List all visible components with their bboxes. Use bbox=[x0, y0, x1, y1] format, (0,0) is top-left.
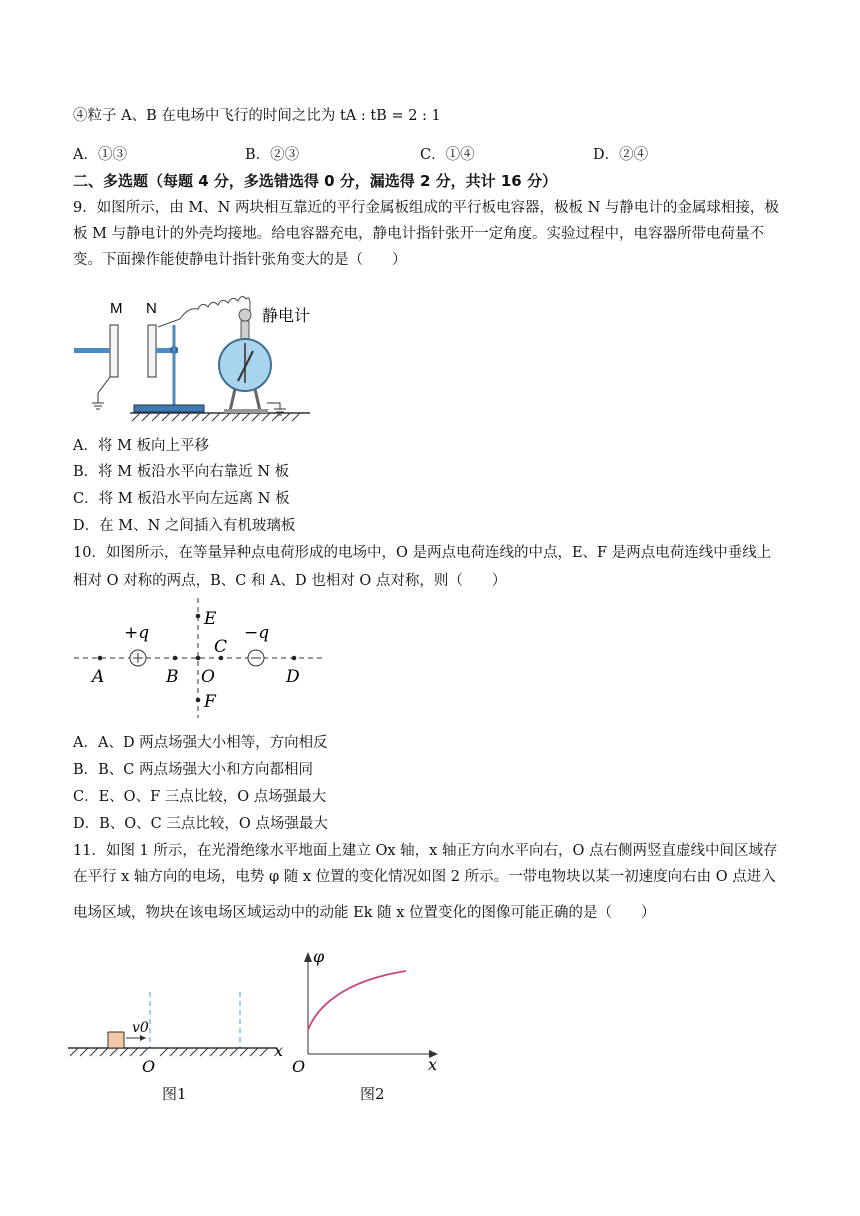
m-ground-wire bbox=[98, 377, 110, 403]
q8-option-c: C．①④ bbox=[420, 147, 475, 163]
meter-legs bbox=[230, 389, 260, 411]
label-v0: v0 bbox=[132, 1020, 149, 1036]
label-o-fig1: O bbox=[142, 1057, 156, 1076]
label-b: B bbox=[166, 667, 179, 687]
q8-option-a: A．①③ bbox=[73, 147, 127, 163]
q10-figure bbox=[70, 596, 330, 726]
label-f: F bbox=[204, 692, 216, 712]
plate-m bbox=[110, 325, 118, 377]
label-m: M bbox=[110, 300, 123, 317]
q9-line1: 9．如图所示，由 M、N 两块相互靠近的平行金属板组成的平行板电容器，极板 N 与静电计的金属球相接，极 bbox=[73, 200, 779, 216]
q8-item4: ④粒子 A、B 在电场中飞行的时间之比为 tA : tB = 2 : 1 bbox=[73, 108, 441, 124]
q9-line3: 变。下面操作能使静电计指针张角变大的是（ ） bbox=[73, 252, 407, 268]
stand-base bbox=[134, 405, 204, 412]
caption-fig1: 图1 bbox=[162, 1085, 187, 1103]
label-x-fig2: x bbox=[428, 1055, 438, 1074]
q9-option-c: C．将 M 板沿水平向左远离 N 板 bbox=[73, 491, 290, 507]
q9-option-d: D．在 M、N 之间插入有机玻璃板 bbox=[73, 518, 296, 534]
q9-figure bbox=[70, 285, 320, 425]
label-o: O bbox=[201, 667, 215, 687]
label-minus-q: −q bbox=[244, 623, 270, 643]
q11-figure1 bbox=[66, 990, 296, 1080]
caption-fig2: 图2 bbox=[360, 1085, 385, 1103]
label-x-fig1: x bbox=[274, 1041, 284, 1060]
q9-option-a: A．将 M 板向上平移 bbox=[73, 438, 210, 454]
q9-line2: 板 M 与静电计的外壳均接地。给电容器充电，静电计指针张开一定角度。实验过程中，电容器所带电荷量不 bbox=[73, 226, 765, 242]
q10-option-d: D．B、O、C 三点比较，O 点场强最大 bbox=[73, 816, 328, 832]
charged-block bbox=[108, 1032, 124, 1048]
q8-option-d: D．②④ bbox=[593, 147, 649, 163]
label-d: D bbox=[286, 667, 300, 687]
q11-line1: 11．如图 1 所示，在光滑绝缘水平地面上建立 Ox 轴，x 轴正方向水平向右，O 点右侧两竖直虚线中间区域存 bbox=[73, 843, 778, 859]
section-title: 二、多选题（每题 4 分，多选错选得 0 分，漏选得 2 分，共计 16 分） bbox=[73, 172, 557, 190]
label-o-fig2: O bbox=[292, 1057, 306, 1074]
q10-line2: 相对 O 对称的两点，B、C 和 A、D 也相对 O 点对称，则（ ） bbox=[73, 573, 507, 589]
potential-curve bbox=[308, 971, 406, 1030]
q10-line1: 10．如图所示，在等量异种点电荷形成的电场中，O 是两点电荷连线的中点，E、F 是两点电荷连线中垂线上 bbox=[73, 545, 772, 561]
m-holder bbox=[74, 348, 110, 353]
label-electroscope: 静电计 bbox=[262, 306, 311, 325]
ground-symbol-meter bbox=[274, 409, 286, 415]
label-phi: φ bbox=[313, 947, 325, 966]
label-n: N bbox=[146, 300, 157, 317]
q11-figure2 bbox=[288, 944, 448, 1074]
label-e: E bbox=[204, 609, 217, 629]
label-a: A bbox=[92, 667, 105, 687]
q10-option-c: C．E、O、F 三点比较，O 点场强最大 bbox=[73, 789, 327, 805]
q8-option-b: B．②③ bbox=[245, 147, 300, 163]
q9-option-b: B．将 M 板沿水平向右靠近 N 板 bbox=[73, 464, 290, 480]
connecting-wire bbox=[158, 296, 250, 327]
ground-symbol-m bbox=[92, 403, 104, 409]
q11-line3: 电场区域，物块在该电场区域运动中的动能 Ek 随 x 位置变化的图像可能正确的是（ ） bbox=[73, 905, 656, 921]
plate-n bbox=[148, 325, 156, 377]
q11-line2: 在平行 x 轴方向的电场，电势 φ 随 x 位置的变化情况如图 2 所示。一带电物块以某一初速度向右由 O 点进入 bbox=[73, 869, 776, 885]
label-c: C bbox=[214, 637, 228, 657]
label-plus-q: +q bbox=[124, 623, 150, 643]
q10-option-a: A．A、D 两点场强大小相等，方向相反 bbox=[73, 735, 328, 751]
meter-ball bbox=[239, 309, 251, 321]
q10-option-b: B．B、C 两点场强大小和方向都相同 bbox=[73, 762, 314, 778]
